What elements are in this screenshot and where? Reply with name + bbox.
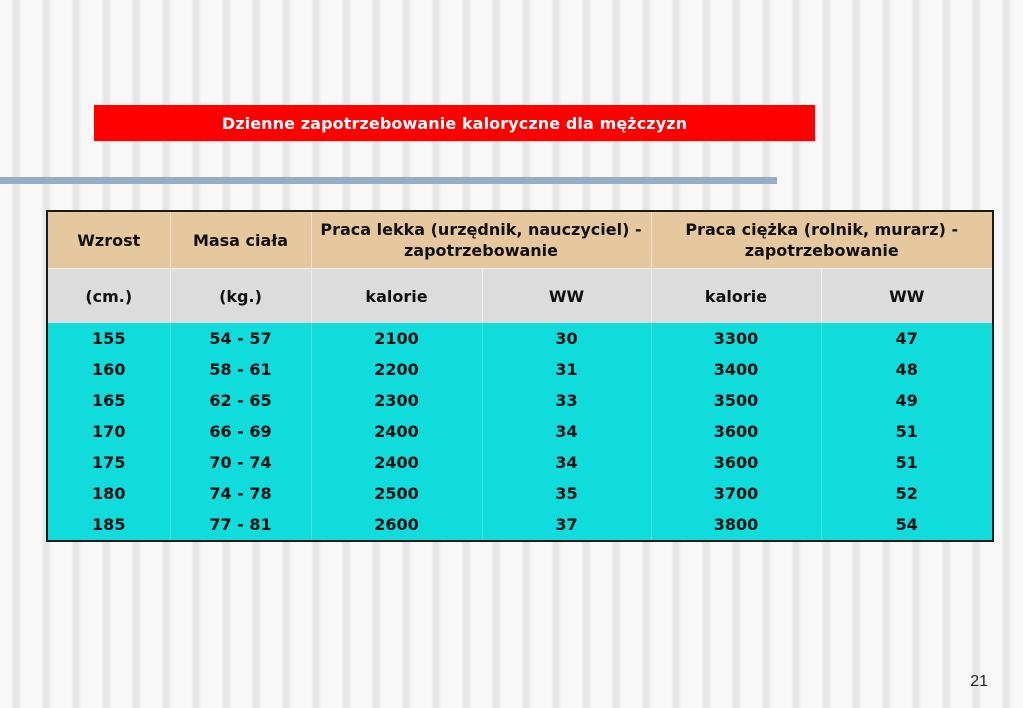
unit-cell: kalorie: [651, 269, 821, 324]
table-cell: 2400: [311, 416, 482, 447]
table-cell: 155: [47, 323, 170, 354]
table-cell: 2500: [311, 478, 482, 509]
page-number: 21: [970, 673, 988, 690]
table-cell: 49: [821, 385, 993, 416]
calorie-table: [46, 210, 994, 542]
table-cell: 160: [47, 354, 170, 385]
table-cell: 52: [821, 478, 993, 509]
table-cell: 66 - 69: [170, 416, 311, 447]
table-cell: 34: [482, 447, 651, 478]
table-cell: 2300: [311, 385, 482, 416]
table-cell: 3600: [651, 416, 821, 447]
table-cell: 3400: [651, 354, 821, 385]
table-header-row: [47, 211, 993, 269]
table-row: [47, 416, 993, 447]
unit-cell: WW: [482, 269, 651, 324]
slide-title: Dzienne zapotrzebowanie kaloryczne dla mężczyzn: [221, 113, 688, 133]
table-cell: 48: [821, 354, 993, 385]
table-cell: 2600: [311, 509, 482, 541]
unit-cell: (kg.): [170, 269, 311, 324]
table-cell: 3600: [651, 447, 821, 478]
table-cell: 2200: [311, 354, 482, 385]
table-cell: 2400: [311, 447, 482, 478]
table-cell: 74 - 78: [170, 478, 311, 509]
table-cell: 165: [47, 385, 170, 416]
table-cell: 185: [47, 509, 170, 541]
table-cell: 47: [821, 323, 993, 354]
table-cell: 51: [821, 416, 993, 447]
table-units-row: [47, 269, 993, 324]
table-cell: 2100: [311, 323, 482, 354]
header-light-work: Praca lekka (urzędnik, nauczyciel) - zapotrzebowanie: [311, 211, 651, 269]
divider-bar: [0, 177, 777, 184]
header-heavy-work: Praca ciężka (rolnik, murarz) - zapotrzebowanie: [651, 211, 993, 269]
table-cell: 170: [47, 416, 170, 447]
table-cell: 34: [482, 416, 651, 447]
table-cell: 31: [482, 354, 651, 385]
table-cell: 62 - 65: [170, 385, 311, 416]
table-cell: 54 - 57: [170, 323, 311, 354]
table-cell: 51: [821, 447, 993, 478]
header-height: Wzrost: [47, 211, 170, 269]
table-row: [47, 323, 993, 354]
table-cell: 70 - 74: [170, 447, 311, 478]
table-row: [47, 478, 993, 509]
table-cell: 3500: [651, 385, 821, 416]
table-row: [47, 354, 993, 385]
table-cell: 77 - 81: [170, 509, 311, 541]
unit-cell: kalorie: [311, 269, 482, 324]
unit-cell: (cm.): [47, 269, 170, 324]
title-banner: [94, 105, 815, 141]
table-cell: 54: [821, 509, 993, 541]
table-cell: 3800: [651, 509, 821, 541]
table-cell: 175: [47, 447, 170, 478]
table-row: [47, 385, 993, 416]
table-cell: 37: [482, 509, 651, 541]
table-cell: 3300: [651, 323, 821, 354]
unit-cell: WW: [821, 269, 993, 324]
table-row: [47, 509, 993, 541]
table-cell: 35: [482, 478, 651, 509]
table-cell: 30: [482, 323, 651, 354]
header-body-mass: Masa ciała: [170, 211, 311, 269]
table-cell: 3700: [651, 478, 821, 509]
table-cell: 33: [482, 385, 651, 416]
table-cell: 180: [47, 478, 170, 509]
table-cell: 58 - 61: [170, 354, 311, 385]
table-row: [47, 447, 993, 478]
